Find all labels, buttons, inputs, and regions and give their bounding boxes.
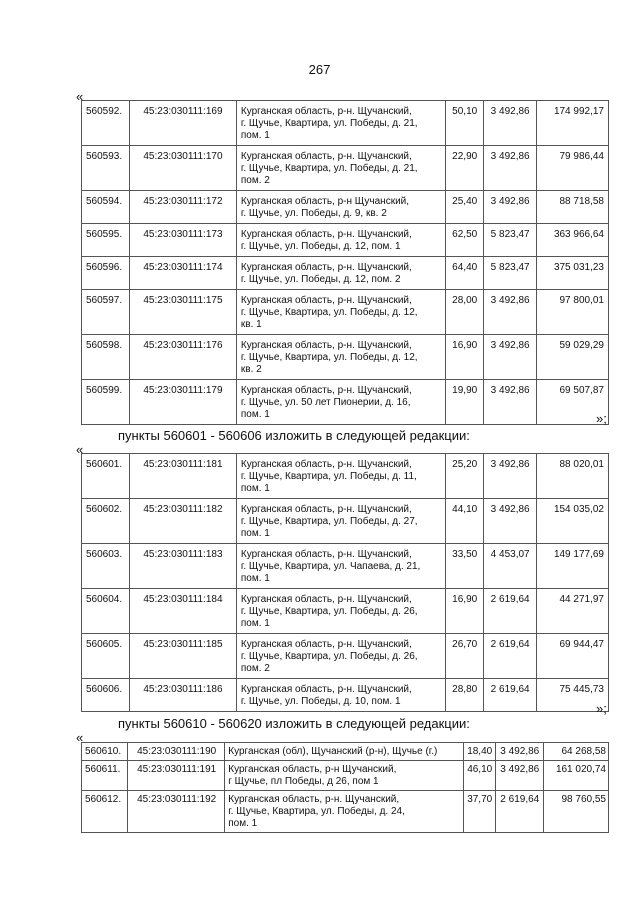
address-line: Курганская область, р-н. Щучанский, — [240, 684, 412, 695]
address-cell — [225, 761, 463, 791]
area-cell: 22,90 — [446, 146, 484, 191]
table-row — [82, 791, 609, 833]
unit-price-cell: 3 492,86 — [484, 454, 537, 499]
address-line: Курганская область, р-н Щучанский, — [240, 196, 410, 207]
address-cell — [236, 290, 445, 335]
property-table-2 — [81, 453, 609, 712]
total-value-cell: 69 507,87 — [537, 380, 609, 425]
address-cell — [225, 743, 463, 761]
address-line: Курганская область, р-н. Щучанский, — [240, 594, 412, 605]
address-line: пом. 1 — [240, 618, 270, 629]
unit-price-cell: 2 619,64 — [484, 679, 537, 712]
area-cell: 37,70 — [463, 791, 495, 833]
address-line: Курганская область, р-н. Щучанский, — [240, 106, 412, 117]
cadastral-number-cell: 45:23:030111:185 — [129, 634, 236, 679]
area-cell: 46,10 — [463, 761, 495, 791]
total-value-cell: 161 020,74 — [543, 761, 608, 791]
address-cell — [236, 335, 445, 380]
address-line: Курганская область, р-н. Щучанский, — [240, 459, 412, 470]
table-row — [82, 679, 609, 712]
cadastral-number-cell: 45:23:030111:182 — [129, 499, 236, 544]
address-cell — [236, 544, 445, 589]
address-line: г. Щучье, ул. Победы, д. 12, пом. 2 — [240, 274, 401, 285]
cadastral-number-cell: 45:23:030111:174 — [129, 257, 236, 290]
table-row — [82, 224, 609, 257]
cadastral-number-cell: 45:23:030111:183 — [129, 544, 236, 589]
page-number: 267 — [308, 62, 331, 77]
total-value-cell: 174 992,17 — [537, 101, 609, 146]
address-line: Курганская область, р-н. Щучанский, — [240, 262, 412, 273]
unit-price-cell: 2 619,64 — [484, 589, 537, 634]
total-value-cell: 88 718,58 — [537, 191, 609, 224]
address-line: Курганская (обл), Щучанский (р-н), Щучье (г.) — [228, 746, 438, 757]
property-table-3 — [81, 742, 609, 833]
close-quote-1: »; — [596, 411, 607, 426]
table-row — [82, 499, 609, 544]
row-number-cell: 560610. — [82, 743, 128, 761]
total-value-cell: 64 268,58 — [543, 743, 608, 761]
address-line: г. Щучье, Квартира, ул. Победы, д. 21, — [240, 163, 418, 174]
table-row — [82, 634, 609, 679]
address-line: пом. 1 — [240, 528, 270, 539]
address-line: Курганская область, р-н. Щучанский, — [240, 340, 412, 351]
address-cell — [236, 380, 445, 425]
address-line: г. Щучье, Квартира, ул. Победы, д. 27, — [240, 516, 418, 527]
unit-price-cell: 5 823,47 — [484, 224, 537, 257]
address-line: Курганская область, р-н. Щучанский, — [240, 504, 412, 515]
row-number-cell: 560604. — [82, 589, 130, 634]
address-line: г. Щучье, Квартира, ул. Победы, д. 26, — [240, 651, 418, 662]
area-cell: 16,90 — [446, 335, 484, 380]
table-row — [82, 290, 609, 335]
address-line: г. Щучье, Квартира, ул. Победы, д. 12, — [240, 352, 418, 363]
total-value-cell: 44 271,97 — [537, 589, 609, 634]
unit-price-cell: 2 619,64 — [484, 634, 537, 679]
area-cell: 64,40 — [446, 257, 484, 290]
address-cell — [225, 791, 463, 833]
cadastral-number-cell: 45:23:030111:179 — [129, 380, 236, 425]
unit-price-cell: 5 823,47 — [484, 257, 537, 290]
area-cell: 25,20 — [446, 454, 484, 499]
unit-price-cell: 4 453,07 — [484, 544, 537, 589]
address-cell — [236, 146, 445, 191]
address-line: Курганская область, р-н. Щучанский, — [240, 549, 412, 560]
address-line: Курганская область, р-н. Щучанский, — [240, 639, 412, 650]
open-quote-3: « — [76, 730, 84, 745]
row-number-cell: 560612. — [82, 791, 128, 833]
row-number-cell: 560602. — [82, 499, 130, 544]
address-line: Курганская область, р-н. Щучанский, — [240, 229, 412, 240]
row-number-cell: 560594. — [82, 191, 130, 224]
total-value-cell: 69 944,47 — [537, 634, 609, 679]
address-line: пом. 2 — [240, 175, 270, 186]
unit-price-cell: 3 492,86 — [484, 335, 537, 380]
table-row — [82, 335, 609, 380]
unit-price-cell: 3 492,86 — [484, 191, 537, 224]
cadastral-number-cell: 45:23:030111:181 — [129, 454, 236, 499]
area-cell: 50,10 — [446, 101, 484, 146]
address-line: пом. 1 — [240, 573, 270, 584]
address-line: г. Щучье, ул. Победы, д. 9, кв. 2 — [240, 208, 387, 219]
address-line: пом. 1 — [240, 130, 270, 141]
total-value-cell: 154 035,02 — [537, 499, 609, 544]
cadastral-number-cell: 45:23:030111:190 — [128, 743, 225, 761]
area-cell: 19,90 — [446, 380, 484, 425]
address-line: г. Щучье, Квартира, ул. Победы, д. 26, — [240, 606, 418, 617]
area-cell: 18,40 — [463, 743, 495, 761]
address-line: г. Щучье, Квартира, ул. Победы, д. 24, — [228, 806, 405, 817]
address-cell — [236, 454, 445, 499]
area-cell: 28,80 — [446, 679, 484, 712]
address-line: г. Щучье, Квартира, ул. Чапаева, д. 21, — [240, 561, 421, 572]
address-line: г. Щучье, Квартира, ул. Победы, д. 11, — [240, 471, 417, 482]
row-number-cell: 560595. — [82, 224, 130, 257]
cadastral-number-cell: 45:23:030111:170 — [129, 146, 236, 191]
cadastral-number-cell: 45:23:030111:175 — [129, 290, 236, 335]
cadastral-number-cell: 45:23:030111:192 — [128, 791, 225, 833]
row-number-cell: 560605. — [82, 634, 130, 679]
unit-price-cell: 3 492,86 — [484, 290, 537, 335]
table-row — [82, 544, 609, 589]
unit-price-cell: 3 492,86 — [484, 101, 537, 146]
unit-price-cell: 3 492,86 — [484, 499, 537, 544]
address-cell — [236, 679, 445, 712]
address-line: г. Щучье, ул. 50 лет Пионерии, д. 16, — [240, 397, 411, 408]
address-line: г. Щучье, Квартира, ул. Победы, д. 12, — [240, 307, 418, 318]
address-cell — [236, 499, 445, 544]
address-line: пом. 1 — [240, 409, 270, 420]
total-value-cell: 75 445,73 — [537, 679, 609, 712]
address-cell — [236, 589, 445, 634]
row-number-cell: 560597. — [82, 290, 130, 335]
table-row — [82, 257, 609, 290]
area-cell: 26,70 — [446, 634, 484, 679]
unit-price-cell: 3 492,86 — [484, 380, 537, 425]
row-number-cell: 560603. — [82, 544, 130, 589]
area-cell: 44,10 — [446, 499, 484, 544]
total-value-cell: 149 177,69 — [537, 544, 609, 589]
address-line: г. Щучье, ул. Победы, д. 12, пом. 1 — [240, 241, 401, 252]
row-number-cell: 560592. — [82, 101, 130, 146]
table-row — [82, 146, 609, 191]
table-row — [82, 589, 609, 634]
row-number-cell: 560606. — [82, 679, 130, 712]
area-cell: 33,50 — [446, 544, 484, 589]
table-row — [82, 101, 609, 146]
property-table-1 — [81, 100, 609, 425]
address-line: Курганская область, р-н Щучанский, — [228, 764, 397, 775]
address-line: кв. 2 — [240, 364, 262, 375]
table-row — [82, 191, 609, 224]
row-number-cell: 560596. — [82, 257, 130, 290]
total-value-cell: 97 800,01 — [537, 290, 609, 335]
total-value-cell: 79 986,44 — [537, 146, 609, 191]
row-number-cell: 560611. — [82, 761, 128, 791]
address-line: кв. 1 — [240, 319, 262, 330]
table-row — [82, 743, 609, 761]
address-line: Курганская область, р-н. Щучанский, — [240, 385, 412, 396]
open-quote-1: « — [76, 89, 84, 104]
unit-price-cell: 3 492,86 — [495, 743, 543, 761]
amendment-paragraph-2: пункты 560610 - 560620 изложить в следующей редакции: — [118, 716, 470, 731]
amendment-paragraph-1: пункты 560601 - 560606 изложить в следующей редакции: — [118, 428, 470, 443]
address-cell — [236, 257, 445, 290]
total-value-cell: 88 020,01 — [537, 454, 609, 499]
address-line: пом. 1 — [240, 483, 270, 494]
table-row — [82, 761, 609, 791]
cadastral-number-cell: 45:23:030111:176 — [129, 335, 236, 380]
total-value-cell: 375 031,23 — [537, 257, 609, 290]
cadastral-number-cell: 45:23:030111:173 — [129, 224, 236, 257]
address-cell — [236, 224, 445, 257]
unit-price-cell: 2 619,64 — [495, 791, 543, 833]
cadastral-number-cell: 45:23:030111:191 — [128, 761, 225, 791]
cadastral-number-cell: 45:23:030111:184 — [129, 589, 236, 634]
close-quote-2: »; — [596, 701, 607, 716]
address-line: Курганская область, р-н. Щучанский, — [240, 295, 412, 306]
area-cell: 16,90 — [446, 589, 484, 634]
address-line: г Щучье, пл Победы, д 26, пом 1 — [228, 776, 379, 787]
table-row — [82, 380, 609, 425]
row-number-cell: 560593. — [82, 146, 130, 191]
area-cell: 28,00 — [446, 290, 484, 335]
open-quote-2: « — [76, 442, 84, 457]
table-row — [82, 454, 609, 499]
cadastral-number-cell: 45:23:030111:186 — [129, 679, 236, 712]
total-value-cell: 363 966,64 — [537, 224, 609, 257]
cadastral-number-cell: 45:23:030111:169 — [129, 101, 236, 146]
unit-price-cell: 3 492,86 — [495, 761, 543, 791]
address-line: пом. 2 — [240, 663, 270, 674]
row-number-cell: 560598. — [82, 335, 130, 380]
area-cell: 25,40 — [446, 191, 484, 224]
address-line: Курганская область, р-н. Щучанский, — [240, 151, 412, 162]
address-line: пом. 1 — [228, 818, 258, 829]
row-number-cell: 560601. — [82, 454, 130, 499]
total-value-cell: 59 029,29 — [537, 335, 609, 380]
address-cell — [236, 634, 445, 679]
address-line: Курганская область, р-н. Щучанский, — [228, 794, 400, 805]
address-cell — [236, 191, 445, 224]
address-line: г. Щучье, ул. Победы, д. 10, пом. 1 — [240, 696, 401, 707]
row-number-cell: 560599. — [82, 380, 130, 425]
total-value-cell: 98 760,55 — [543, 791, 608, 833]
unit-price-cell: 3 492,86 — [484, 146, 537, 191]
address-line: г. Щучье, Квартира, ул. Победы, д. 21, — [240, 118, 418, 129]
area-cell: 62,50 — [446, 224, 484, 257]
address-cell — [236, 101, 445, 146]
cadastral-number-cell: 45:23:030111:172 — [129, 191, 236, 224]
